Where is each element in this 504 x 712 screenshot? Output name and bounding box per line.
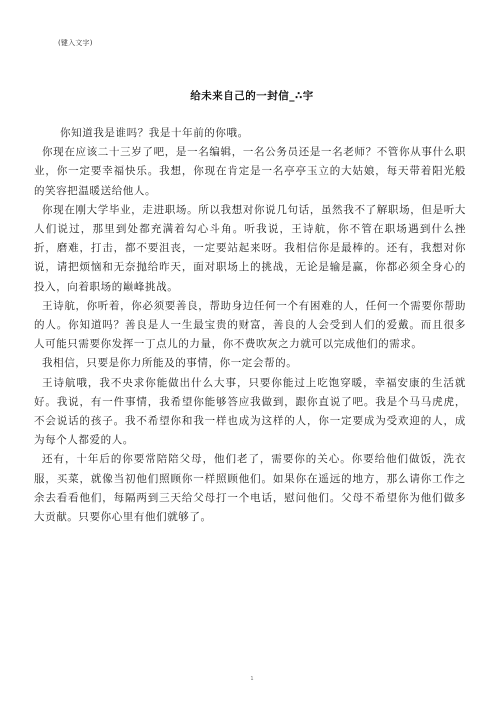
- paragraph-7: 还有，十年后的你要常陪陪父母，他们老了，需要你的关心。你要给他们做饭，洗衣服，买菜，就像当初他们照顾你一样照顾他们。如果你在遥远的地方，那么请你工作之余去看看他们，每隔两到三天给父母打一个电话，慰问他们。父母不希望你为他们做多大贡献。只要你心里有他们就够了。: [34, 453, 466, 524]
- paragraph-2: 你现在应该二十三岁了吧，是一名编辑，一名公务员还是一名老师？不管你从事什么职业，你一定要幸福快乐。我想，你现在肯定是一名亭亭玉立的大姑娘，每天带着阳光般的笑容把温暖送给他人。: [34, 146, 466, 197]
- document-title: 给未来自己的一封信_∴宇: [190, 90, 314, 102]
- paragraph-1: 你知道我是谁吗？我是十年前的你哦。: [60, 127, 249, 139]
- page-number: 1: [250, 676, 254, 682]
- paragraph-6: 王诗航哦，我不央求你能做出什么大事，只要你能过上吃饱穿暖，幸福安康的生活就好。我说，有一件事情，我希望你能够答应我做到，跟你直说了吧。我是个马马虎虎，不会说话的孩子。我不希望你和我一样也成为这样的人，你一定要成为受欢迎的人，成为每个人都爱的人。: [34, 376, 466, 447]
- header-note: (键入文字): [58, 39, 93, 47]
- document-body: [34, 124, 466, 527]
- paragraph-4: 王诗航，你听着，你必须要善良，帮助身边任何一个有困难的人，任何一个需要你帮助的人。你知道吗？善良是人一生最宝贵的财富，善良的人会受到人们的爱戴。而且很多人可能只需要你发挥一丁点儿的力量，你不费吹灰之力就可以完成他们的需求。: [34, 299, 466, 351]
- paragraph-3: 你现在刚大学毕业，走进职场。所以我想对你说几句话，虽然我不了解职场，但是听大人们说过，那里到处都充满着勾心斗角。听我说，王诗航，你不管在职场遇到什么挫折，磨难，打击，都不要沮丧，一定要站起来呀。我相信你是最棒的。还有，我想对你说，请把烦恼和无奈抛给昨天，面对职场上的挑战，无论是输是赢，你都必须全身心的投入，向着职场的巅峰挑战。: [34, 203, 466, 293]
- paragraph-5: 我相信，只要是你力所能及的事情，你一定会帮的。: [42, 357, 298, 370]
